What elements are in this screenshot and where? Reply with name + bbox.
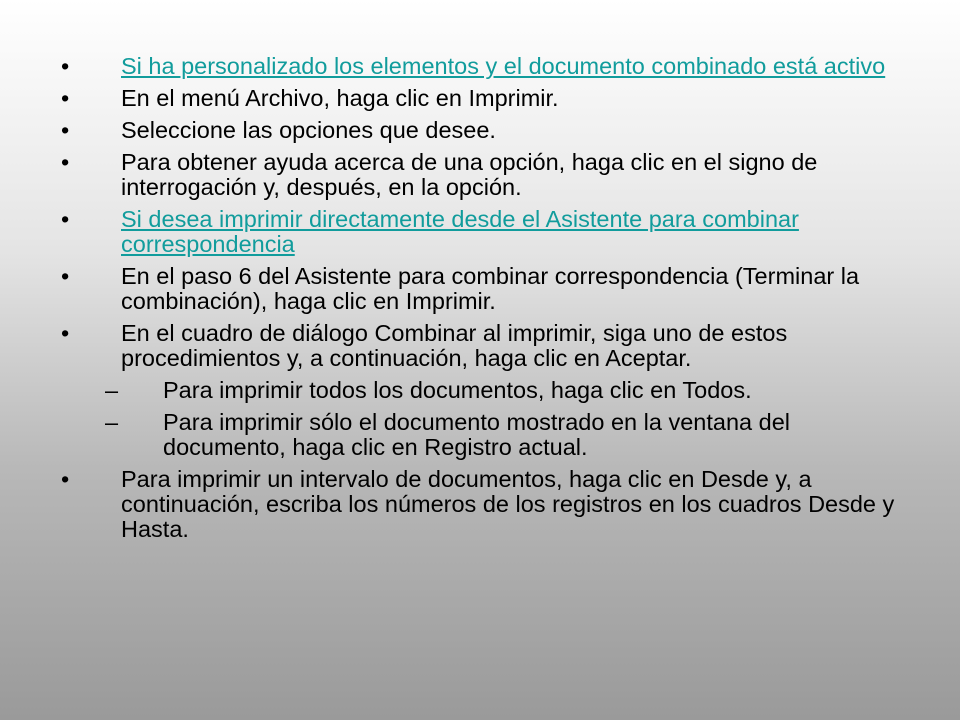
bullet-icon: • [61,149,70,175]
list-item [0,150,901,200]
list-item-text: Seleccione las opciones que desee. [121,117,496,143]
list-item-text: En el paso 6 del Asistente para combinar correspondencia (Terminar la combinación), haga clic en Imprimir. [121,263,860,314]
bullet-icon: • [61,85,70,111]
list-item [0,118,901,143]
dash-icon: – [105,409,119,435]
list-item-text: Para obtener ayuda acerca de una opción, haga clic en el signo de interrogación y, después, en la opción. [121,149,818,200]
list-item-text: Para imprimir un intervalo de documentos, haga clic en Desde y, a continuación, escriba los números de los registros en los cuadros Desde y Hasta. [121,466,895,542]
list-item-text: En el menú Archivo, haga clic en Imprimir. [121,85,559,111]
list-item [0,321,901,371]
bullet-icon: • [61,263,70,289]
list-item [0,264,901,314]
bullet-icon: • [61,117,70,143]
sub-list-item [0,410,903,460]
list-item-link [0,207,901,257]
sub-list-item [0,378,903,403]
sub-list-item-text: Para imprimir sólo el documento mostrado en la ventana del documento, haga clic en Registro actual. [163,409,790,460]
bullet-icon: • [61,320,70,346]
list-item [0,467,901,542]
bullet-icon: • [61,466,70,492]
slide-body [0,54,960,549]
bullet-icon: • [61,206,70,232]
bullet-icon: • [61,53,70,79]
hyperlink-personalized-merge[interactable]: Si ha personalizado los elementos y el documento combinado está activo [121,53,886,79]
dash-icon: – [105,377,119,403]
list-item [0,86,901,111]
sub-list-item-text: Para imprimir todos los documentos, haga clic en Todos. [163,377,752,403]
hyperlink-print-from-wizard[interactable]: Si desea imprimir directamente desde el Asistente para combinar correspondencia [121,206,799,257]
list-item-text: En el cuadro de diálogo Combinar al imprimir, siga uno de estos procedimientos y, a continuación, haga clic en Aceptar. [121,320,788,371]
list-item-link [0,54,901,79]
